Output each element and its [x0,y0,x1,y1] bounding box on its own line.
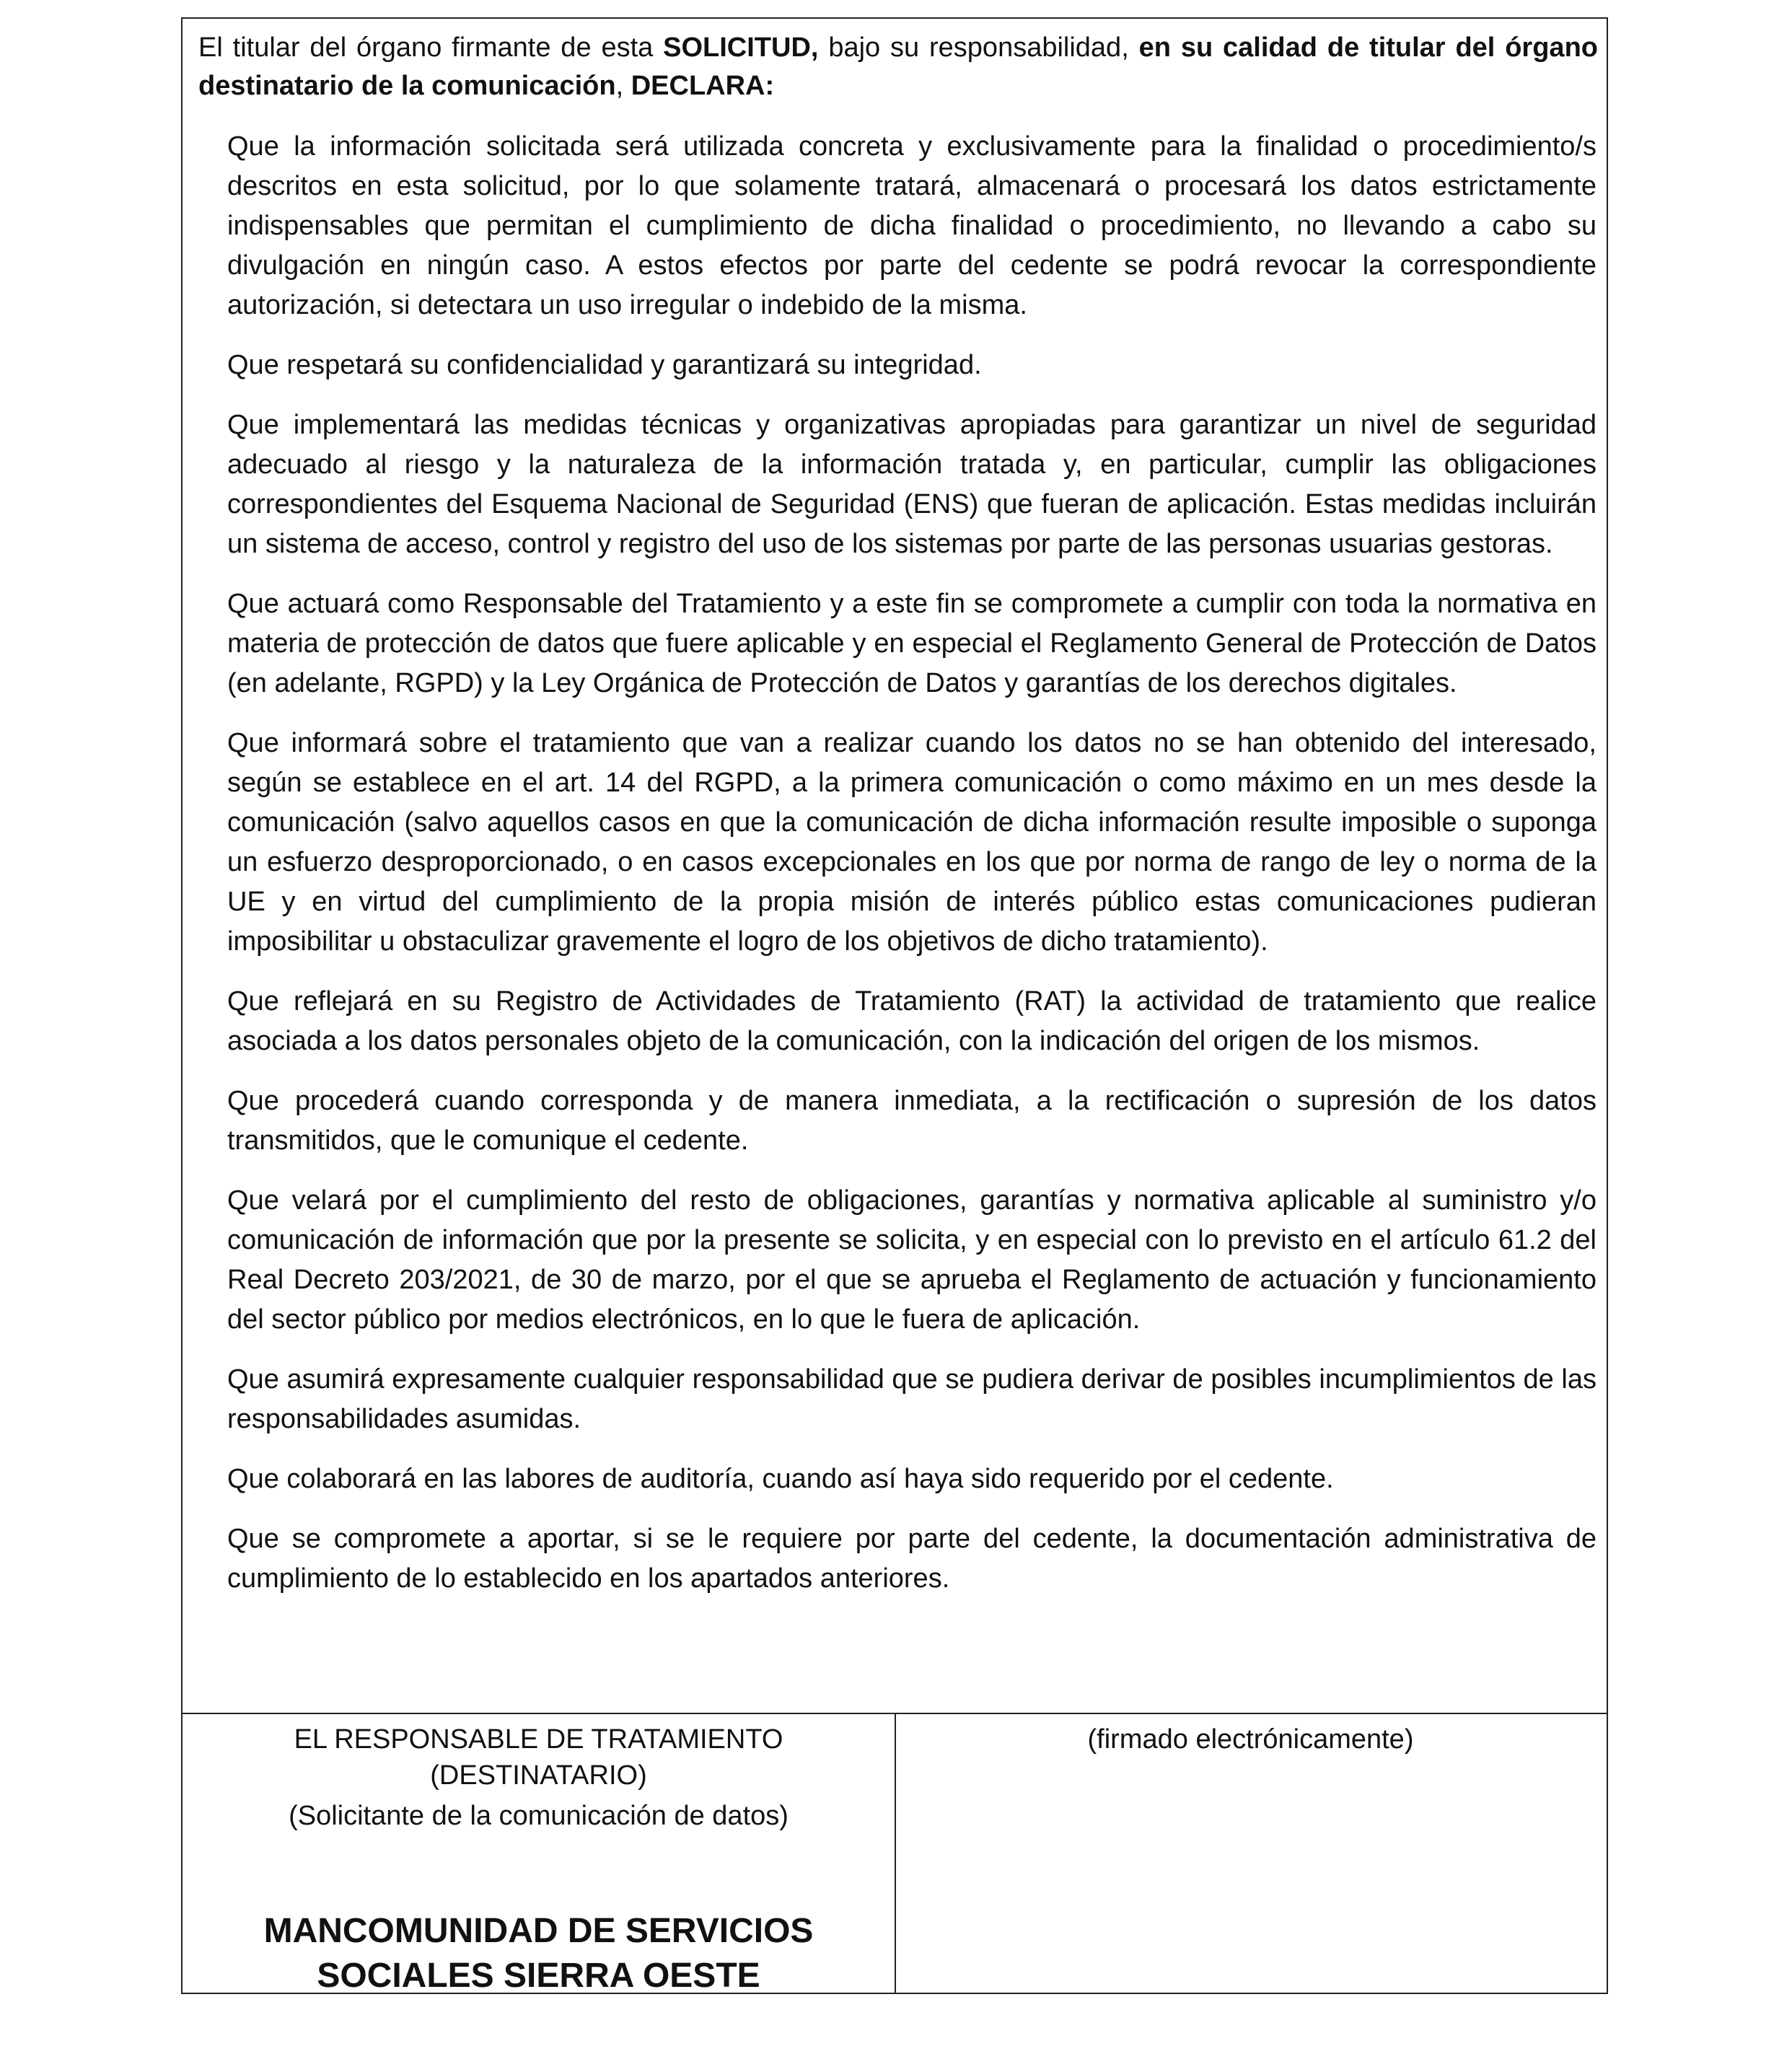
intro-segment-bold: DECLARA: [631,71,775,101]
signer-cell [183,1714,896,1994]
intro-segment-bold: SOLICITUD, [663,32,819,63]
clause: Que informará sobre el tratamiento que van a realizar cuando los datos no se han obtenido del interesado, según se establece en el art. 14 del RGPD, a la primera comunicación o como máximo en un mes desde la comunicación (salvo aquellos casos en que la comunicación de dicha información resulte imposible o suponga un esfuerzo desproporcionado, o en casos excepcionales en los que por norma de rango de ley o norma de la UE y en virtud del cumplimiento de la propia misión de interés público estas comunicaciones pudieran imposibilitar u obstaculizar gravemente el logro de los objetivos de dicho tratamiento). [227,728,1596,957]
declaration-intro [198,29,1598,105]
clause: Que implementará las medidas técnicas y organizativas apropiadas para garantizar un nivel de seguridad adecuado al riesgo y la naturaleza de la información tratada y, en particular, cumplir las obligaciones correspondientes del Esquema Nacional de Seguridad (ENS) que fueran de aplicación. Estas medidas incluirán un sistema de acceso, control y registro del uso de los sistemas por parte de las personas usuarias gestoras. [227,410,1596,559]
signer-description: (Solicitante de la comunicación de datos) [289,1801,789,1831]
signature-section [183,1714,1607,1994]
clause: Que reflejará en su Registro de Actividades de Tratamiento (RAT) la actividad de tratamiento que realice asociada a los datos personales objeto de la comunicación, con la indicación del origen de los mismos. [227,986,1596,1056]
clauses-list [227,127,1596,1619]
organization-line: MANCOMUNIDAD DE SERVICIOS [263,1912,814,1950]
clause: Que actuará como Responsable del Tratamiento y a este fin se compromete a cumplir con toda la normativa en materia de protección de datos que fuere aplicable y en especial el Reglamento General de Protección de Datos (en adelante, RGPD) y la Ley Orgánica de Protección de Datos y garantías de los derechos digitales. [227,589,1596,698]
intro-segment: El titular del órgano firmante de esta [198,32,664,63]
organization-line: SOCIALES SIERRA OESTE [317,1957,760,1995]
clause: Que velará por el cumplimiento del resto de obligaciones, garantías y normativa aplicable al suministro y/o comunicación de información que por la presente se solicita, y en especial con lo previsto en el artículo 61.2 del Real Decreto 203/2021, de 30 de marzo, por el que se aprueba el Reglamento de actuación y funcionamiento del sector público por medios electrónicos, en lo que le fuera de aplicación. [227,1185,1596,1335]
organization-name [183,1909,895,1998]
intro-segment: , [615,71,631,101]
signature-cell [895,1714,1607,1994]
clause: Que respetará su confidencialidad y garantizará su integridad. [227,350,982,380]
clause: Que colaborará en las labores de auditoría, cuando así haya sido requerido por el cedente. [227,1464,1334,1494]
intro-segment-bold: en su calidad de titular del órgano destinatario de la comunicación [198,32,1598,101]
intro-segment: bajo su responsabilidad, [818,32,1139,63]
signer-role: EL RESPONSABLE DE TRATAMIENTO [294,1724,783,1755]
signed-electronically-note: (firmado electrónicamente) [1087,1724,1414,1755]
signer-role-qualifier: (DESTINATARIO) [430,1760,647,1791]
clause: Que se compromete a aportar, si se le requiere por parte del cedente, la documentación administrativa de cumplimiento de lo establecido en los apartados anteriores. [227,1524,1596,1594]
clause: Que asumirá expresamente cualquier responsabilidad que se pudiera derivar de posibles incumplimientos de las responsabilidades asumidas. [227,1364,1596,1434]
clause: Que procederá cuando corresponda y de manera inmediata, a la rectificación o supresión de los datos transmitidos, que le comunique el cedente. [227,1086,1596,1156]
clause: Que la información solicitada será utilizada concreta y exclusivamente para la finalidad o procedimiento/s descritos en esta solicitud, por lo que solamente tratará, almacenará o procesará los datos estrictamente indispensables que permitan el cumplimiento de dicha finalidad o procedimiento, no llevando a cabo su divulgación en ningún caso. A estos efectos por parte del cedente se podrá revocar la correspondiente autorización, si detectara un uso irregular o indebido de la misma. [227,131,1596,320]
declaration-form [181,17,1608,1994]
declaration-section [183,19,1607,1714]
